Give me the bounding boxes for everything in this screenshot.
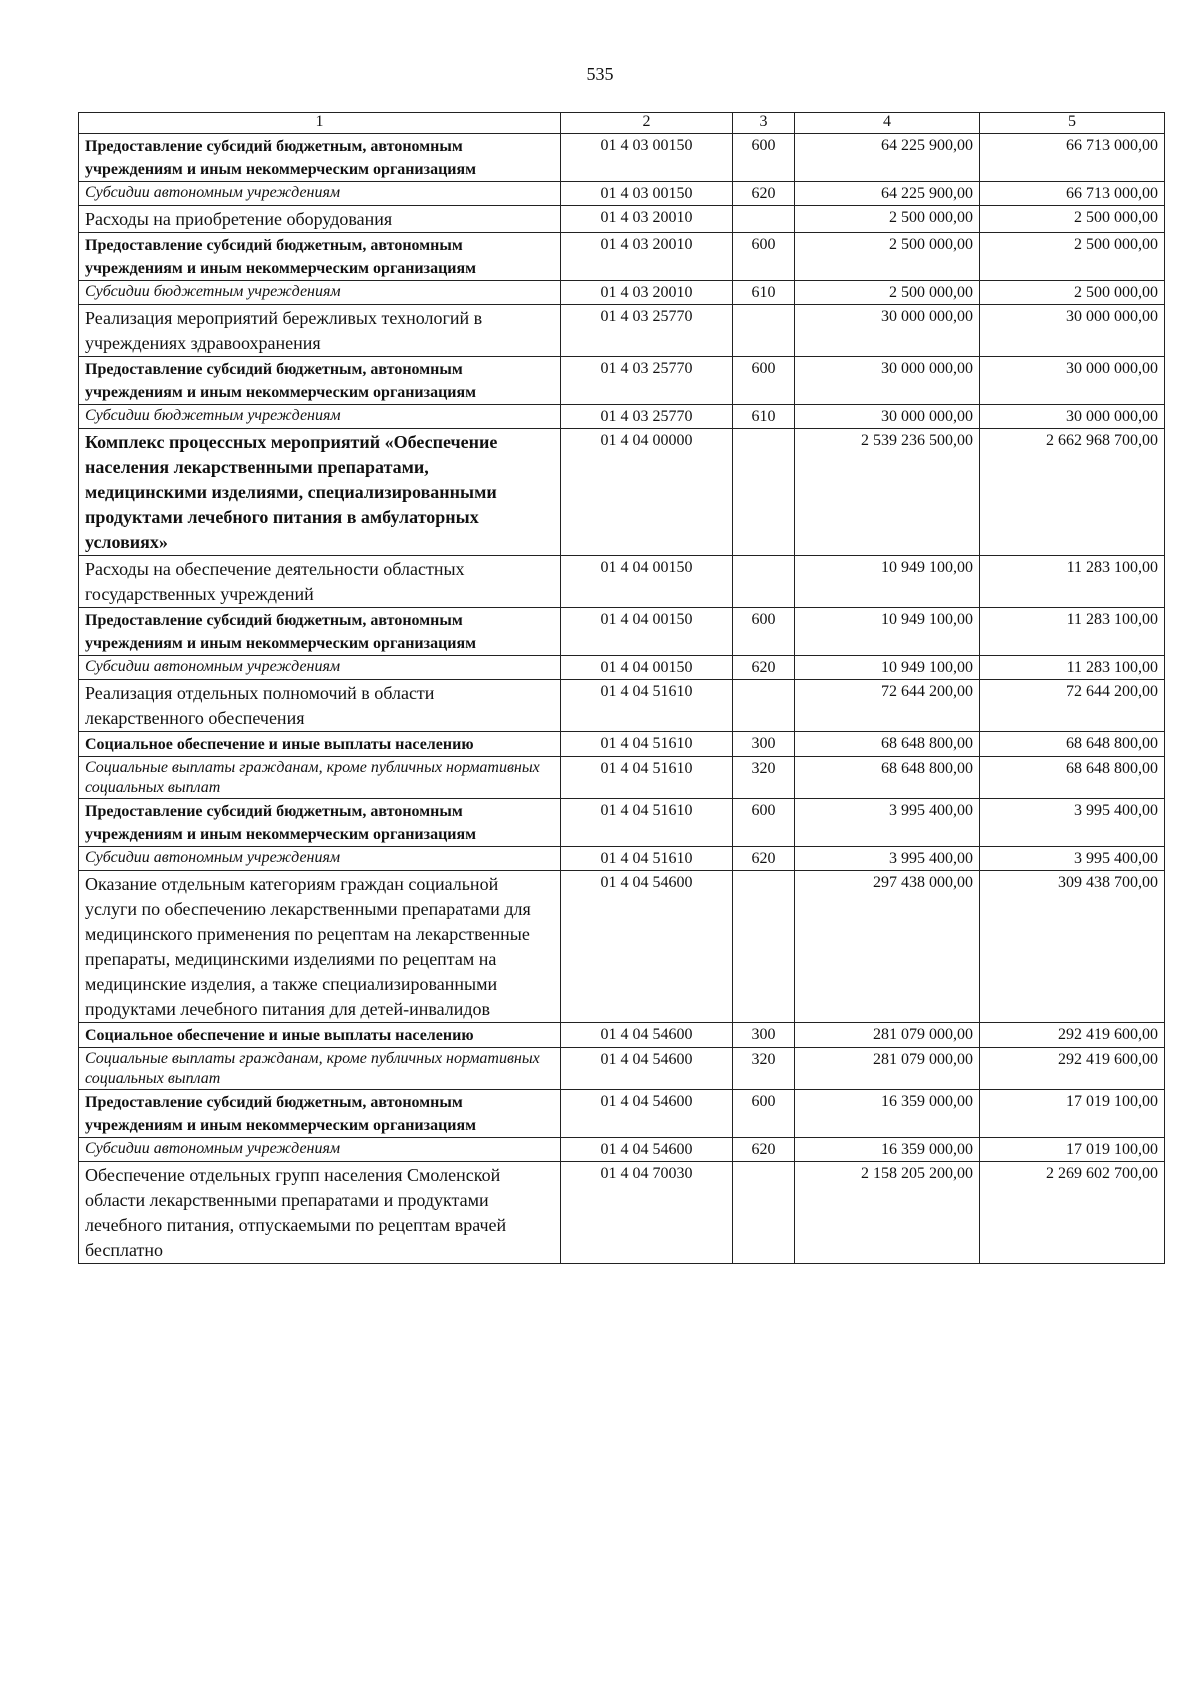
row-amount-year-1: 16 359 000,00 [795, 1090, 980, 1138]
row-amount-year-2: 30 000 000,00 [980, 357, 1165, 405]
row-amount-year-2: 11 283 100,00 [980, 556, 1165, 608]
row-expense-type: 320 [733, 757, 795, 799]
row-code: 01 4 03 25770 [561, 405, 733, 429]
row-amount-year-1: 2 500 000,00 [795, 233, 980, 281]
row-amount-year-2: 66 713 000,00 [980, 182, 1165, 206]
row-amount-year-2: 11 283 100,00 [980, 608, 1165, 656]
header-col-2: 2 [561, 113, 733, 134]
row-amount-year-2: 3 995 400,00 [980, 799, 1165, 847]
header-row [79, 113, 1165, 134]
row-expense-type [733, 680, 795, 732]
row-expense-type: 600 [733, 134, 795, 182]
row-code: 01 4 04 54600 [561, 1048, 733, 1090]
table-body [79, 134, 1165, 1264]
row-code: 01 4 04 54600 [561, 1090, 733, 1138]
table-row [79, 871, 1165, 1023]
row-expense-type [733, 871, 795, 1023]
row-amount-year-1: 3 995 400,00 [795, 799, 980, 847]
row-code: 01 4 04 51610 [561, 680, 733, 732]
table-header [79, 113, 1165, 134]
row-code: 01 4 03 20010 [561, 233, 733, 281]
row-expense-type: 600 [733, 799, 795, 847]
row-expense-type: 300 [733, 1023, 795, 1048]
table-row [79, 1023, 1165, 1048]
row-code: 01 4 04 00150 [561, 608, 733, 656]
row-expense-type: 620 [733, 847, 795, 871]
row-expense-type: 620 [733, 182, 795, 206]
table-row [79, 429, 1165, 556]
row-amount-year-2: 30 000 000,00 [980, 405, 1165, 429]
table-row [79, 847, 1165, 871]
table-row [79, 182, 1165, 206]
page-number: 535 [586, 64, 614, 84]
row-name: Социальное обеспечение и иные выплаты населению [79, 1023, 561, 1048]
row-name: Реализация отдельных полномочий в области лекарственного обеспечения [79, 680, 561, 732]
header-col-1: 1 [79, 113, 561, 134]
row-expense-type: 300 [733, 732, 795, 757]
row-name: Социальное обеспечение и иные выплаты населению [79, 732, 561, 757]
row-amount-year-1: 2 539 236 500,00 [795, 429, 980, 556]
row-name: Предоставление субсидий бюджетным, автономным учреждениям и иным некоммерческим организациям [79, 608, 561, 656]
row-code: 01 4 04 51610 [561, 847, 733, 871]
row-name: Субсидии бюджетным учреждениям [79, 281, 561, 305]
row-amount-year-2: 2 500 000,00 [980, 233, 1165, 281]
row-amount-year-1: 2 500 000,00 [795, 281, 980, 305]
row-expense-type: 600 [733, 608, 795, 656]
table-row [79, 680, 1165, 732]
row-amount-year-2: 17 019 100,00 [980, 1090, 1165, 1138]
table-row [79, 134, 1165, 182]
row-code: 01 4 03 20010 [561, 206, 733, 233]
table-row [79, 757, 1165, 799]
row-expense-type: 320 [733, 1048, 795, 1090]
row-code: 01 4 04 51610 [561, 732, 733, 757]
table-row [79, 233, 1165, 281]
row-name: Обеспечение отдельных групп населения Смоленской области лекарственными препаратами и продуктами лечебного питания, отпускаемыми по рецептам врачей бесплатно [79, 1162, 561, 1264]
row-expense-type: 600 [733, 233, 795, 281]
budget-table [78, 112, 1165, 1264]
row-amount-year-1: 30 000 000,00 [795, 357, 980, 405]
row-name: Субсидии бюджетным учреждениям [79, 405, 561, 429]
row-amount-year-2: 2 500 000,00 [980, 206, 1165, 233]
row-code: 01 4 04 54600 [561, 1023, 733, 1048]
row-amount-year-2: 292 419 600,00 [980, 1023, 1165, 1048]
row-code: 01 4 04 70030 [561, 1162, 733, 1264]
row-amount-year-1: 281 079 000,00 [795, 1048, 980, 1090]
row-amount-year-1: 30 000 000,00 [795, 405, 980, 429]
row-code: 01 4 04 51610 [561, 757, 733, 799]
row-amount-year-1: 2 500 000,00 [795, 206, 980, 233]
row-code: 01 4 04 54600 [561, 1138, 733, 1162]
row-amount-year-1: 281 079 000,00 [795, 1023, 980, 1048]
row-name: Оказание отдельным категориям граждан социальной услуги по обеспечению лекарственными препаратами для медицинского применения по рецептам на лекарственные препараты, медицинскими изделиями по рецептам на медицинские изделия, а также специализированными продуктами лечебного питания для детей-инвалидов [79, 871, 561, 1023]
row-amount-year-2: 3 995 400,00 [980, 847, 1165, 871]
row-amount-year-1: 64 225 900,00 [795, 182, 980, 206]
row-name: Субсидии автономным учреждениям [79, 182, 561, 206]
row-expense-type [733, 429, 795, 556]
row-amount-year-1: 30 000 000,00 [795, 305, 980, 357]
row-code: 01 4 03 25770 [561, 357, 733, 405]
row-code: 01 4 04 00150 [561, 556, 733, 608]
row-code: 01 4 04 00000 [561, 429, 733, 556]
row-expense-type: 620 [733, 656, 795, 680]
row-expense-type: 620 [733, 1138, 795, 1162]
table-row [79, 206, 1165, 233]
row-amount-year-1: 68 648 800,00 [795, 732, 980, 757]
row-code: 01 4 03 00150 [561, 134, 733, 182]
row-amount-year-2: 30 000 000,00 [980, 305, 1165, 357]
row-expense-type [733, 1162, 795, 1264]
row-name: Субсидии автономным учреждениям [79, 656, 561, 680]
row-amount-year-1: 68 648 800,00 [795, 757, 980, 799]
row-code: 01 4 03 25770 [561, 305, 733, 357]
row-name: Субсидии автономным учреждениям [79, 847, 561, 871]
row-code: 01 4 04 00150 [561, 656, 733, 680]
row-expense-type: 600 [733, 1090, 795, 1138]
table-row [79, 556, 1165, 608]
row-expense-type: 600 [733, 357, 795, 405]
row-amount-year-2: 11 283 100,00 [980, 656, 1165, 680]
header-col-4: 4 [795, 113, 980, 134]
table-row [79, 281, 1165, 305]
header-col-5: 5 [980, 113, 1165, 134]
table-row [79, 1162, 1165, 1264]
row-code: 01 4 04 54600 [561, 871, 733, 1023]
row-amount-year-1: 297 438 000,00 [795, 871, 980, 1023]
row-expense-type [733, 305, 795, 357]
row-amount-year-1: 16 359 000,00 [795, 1138, 980, 1162]
table-row [79, 1048, 1165, 1090]
row-amount-year-2: 68 648 800,00 [980, 732, 1165, 757]
row-amount-year-2: 68 648 800,00 [980, 757, 1165, 799]
table-row [79, 799, 1165, 847]
row-expense-type [733, 206, 795, 233]
row-name: Расходы на обеспечение деятельности областных государственных учреждений [79, 556, 561, 608]
row-amount-year-2: 2 662 968 700,00 [980, 429, 1165, 556]
table-row [79, 732, 1165, 757]
table-row [79, 608, 1165, 656]
table-row [79, 357, 1165, 405]
row-name: Социальные выплаты гражданам, кроме публичных нормативных социальных выплат [79, 1048, 561, 1090]
table-row [79, 1090, 1165, 1138]
row-amount-year-2: 309 438 700,00 [980, 871, 1165, 1023]
row-amount-year-2: 66 713 000,00 [980, 134, 1165, 182]
row-amount-year-1: 3 995 400,00 [795, 847, 980, 871]
row-amount-year-1: 10 949 100,00 [795, 556, 980, 608]
row-amount-year-1: 10 949 100,00 [795, 656, 980, 680]
row-amount-year-2: 17 019 100,00 [980, 1138, 1165, 1162]
row-expense-type: 610 [733, 281, 795, 305]
row-code: 01 4 03 00150 [561, 182, 733, 206]
row-amount-year-2: 2 269 602 700,00 [980, 1162, 1165, 1264]
row-expense-type [733, 556, 795, 608]
row-name: Социальные выплаты гражданам, кроме публичных нормативных социальных выплат [79, 757, 561, 799]
row-amount-year-2: 2 500 000,00 [980, 281, 1165, 305]
table-row [79, 1138, 1165, 1162]
row-amount-year-1: 64 225 900,00 [795, 134, 980, 182]
row-name: Предоставление субсидий бюджетным, автономным учреждениям и иным некоммерческим организациям [79, 134, 561, 182]
row-name: Расходы на приобретение оборудования [79, 206, 561, 233]
row-code: 01 4 04 51610 [561, 799, 733, 847]
row-code: 01 4 03 20010 [561, 281, 733, 305]
table-row [79, 405, 1165, 429]
row-name: Предоставление субсидий бюджетным, автономным учреждениям и иным некоммерческим организациям [79, 799, 561, 847]
row-expense-type: 610 [733, 405, 795, 429]
table-row [79, 305, 1165, 357]
row-name: Предоставление субсидий бюджетным, автономным учреждениям и иным некоммерческим организациям [79, 1090, 561, 1138]
header-col-3: 3 [733, 113, 795, 134]
row-name: Реализация мероприятий бережливых технологий в учреждениях здравоохранения [79, 305, 561, 357]
row-name: Комплекс процессных мероприятий «Обеспечение населения лекарственными препаратами, медицинскими изделиями, специализированными продуктами лечебного питания в амбулаторных условиях» [79, 429, 561, 556]
row-amount-year-1: 72 644 200,00 [795, 680, 980, 732]
table-row [79, 656, 1165, 680]
row-amount-year-2: 292 419 600,00 [980, 1048, 1165, 1090]
row-name: Предоставление субсидий бюджетным, автономным учреждениям и иным некоммерческим организациям [79, 233, 561, 281]
row-name: Предоставление субсидий бюджетным, автономным учреждениям и иным некоммерческим организациям [79, 357, 561, 405]
row-name: Субсидии автономным учреждениям [79, 1138, 561, 1162]
row-amount-year-1: 2 158 205 200,00 [795, 1162, 980, 1264]
row-amount-year-1: 10 949 100,00 [795, 608, 980, 656]
row-amount-year-2: 72 644 200,00 [980, 680, 1165, 732]
